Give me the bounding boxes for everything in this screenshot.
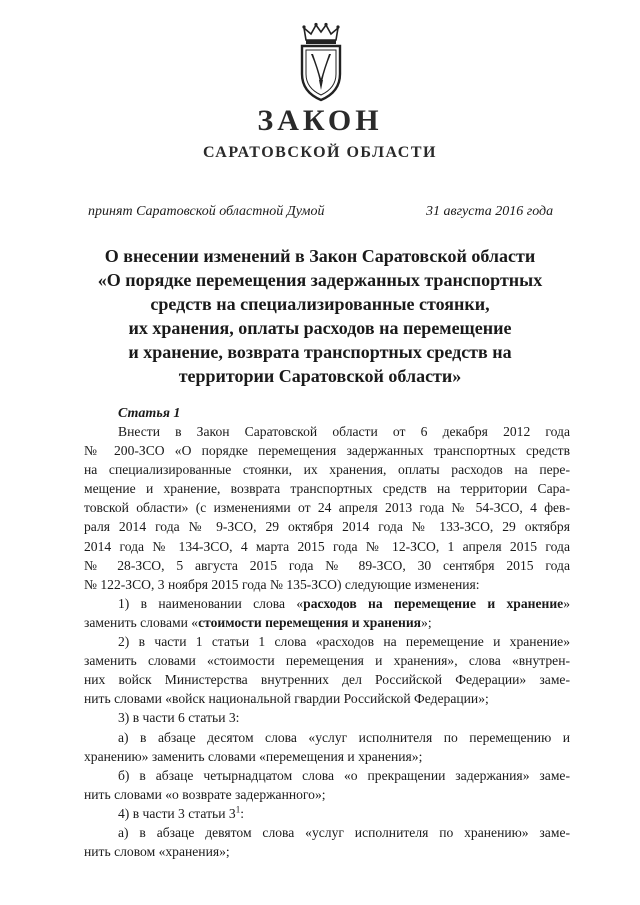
body-line: б) в абзаце четырнадцатом слова «о прекращении задержания» заме- [118, 767, 570, 783]
body-line: раля 2014 года № 9-ЗСО, 29 октября 2014 года № 133-ЗСО, 29 октября [84, 519, 570, 535]
body-line: Внести в Закон Саратовской области от 6 декабря 2012 года [118, 424, 570, 439]
body-line: а) в абзаце девятом слова «услуг исполнителя по хранению» заме- [118, 824, 570, 840]
body-line: 3) в части 6 статьи 3: [118, 710, 240, 726]
text-run: : [240, 805, 244, 821]
body-line [84, 804, 570, 823]
text-run: »; [421, 614, 432, 630]
text-run: 1) в наименовании слова « [118, 595, 304, 611]
body-line: заменить словами «стоимости перемещения и хранения», слова «внутрен- [84, 653, 570, 669]
adopted-date: 31 августа 2016 года [426, 204, 554, 219]
coat-of-arms-icon [298, 22, 344, 102]
heading-line: территории Саратовской области» [178, 366, 462, 386]
heading-line: их хранения, оплаты расходов на перемещение [128, 318, 512, 338]
body-line: № 28-ЗСО, 5 августа 2015 года № 89-ЗСО, 30 сентября 2015 года [84, 557, 570, 573]
body-line [84, 613, 570, 632]
text-run: заменить словами « [84, 614, 199, 630]
article-title: Статья 1 [118, 406, 181, 421]
body-line: 2) в части 1 статьи 1 слова «расходов на перемещение и хранение» [118, 634, 570, 650]
superscript: 1 [235, 804, 241, 815]
heading-line: средств на специализированные стоянки, [150, 294, 490, 314]
body-line [84, 594, 570, 613]
article-body [84, 422, 570, 861]
law-heading [60, 244, 580, 388]
heading-line: О внесении изменений в Закон Саратовской области [104, 246, 536, 266]
heading-line: и хранение, возврата транспортных средств на [128, 342, 512, 362]
law-title: ЗАКОН [257, 104, 383, 137]
text-run: » [563, 595, 570, 611]
body-line: нить словом «хранения»; [84, 844, 230, 860]
body-line: № 122-ЗСО, 3 ноября 2015 года № 135-ЗСО) следующие изменения: [84, 576, 480, 592]
body-line: них войск Министерства внутренних дел Российской Федерации» заме- [84, 672, 570, 688]
body-line: хранению» заменить словами «перемещения и хранения»; [84, 748, 423, 764]
body-line: № 200-ЗСО «О порядке перемещения задержанных транспортных средств [84, 443, 570, 459]
body-line: 2014 года № 134-ЗСО, 4 марта 2015 года № 12-ЗСО, 1 апреля 2015 года [84, 538, 570, 554]
law-subtitle: САРАТОВСКОЙ ОБЛАСТИ [203, 144, 437, 161]
body-line: а) в абзаце десятом слова «услуг исполнителя по перемещению и [118, 729, 570, 745]
body-line: мещение и хранение, возврата транспортных средств на территории Сара- [84, 481, 570, 497]
bold-run: расходов на перемещение и хранение [303, 595, 564, 611]
heading-line: «О порядке перемещения задержанных транспортных [97, 270, 543, 290]
body-line: нить словами «о возврате задержанного»; [84, 786, 326, 802]
adopted-by: принят Саратовской областной Думой [88, 204, 325, 219]
body-line: нить словами «войск национальной гвардии Российской Федерации»; [84, 691, 489, 707]
bold-run: стоимости перемещения и хранения [198, 614, 422, 630]
body-line: на специализированные стоянки, их хранения, оплаты расходов на пере- [84, 462, 570, 478]
text-run: 4) в части 3 статьи 3 [118, 805, 236, 821]
body-line: товской области» (с изменениями от 24 апреля 2013 года № 54-ЗСО, 4 фев- [84, 500, 570, 516]
